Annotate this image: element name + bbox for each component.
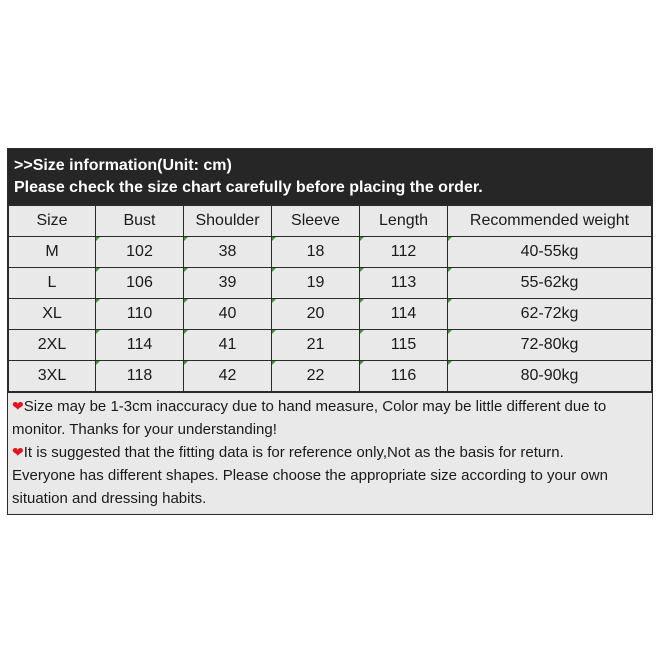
size-table bbox=[8, 205, 652, 392]
bust-cell: 118 bbox=[96, 361, 184, 392]
size-cell: M bbox=[9, 237, 96, 268]
weight-cell: 72-80kg bbox=[448, 330, 652, 361]
heart-icon: ❤ bbox=[12, 444, 24, 460]
sleeve-cell: 21 bbox=[272, 330, 360, 361]
bust-cell: 106 bbox=[96, 268, 184, 299]
length-cell: 112 bbox=[360, 237, 448, 268]
note-shapes: Everyone has different shapes. Please choose the appropriate size according to your own situation and dressing habits. bbox=[12, 467, 608, 507]
column-header-size: Size bbox=[9, 206, 96, 237]
weight-cell: 55-62kg bbox=[448, 268, 652, 299]
size-chart-header bbox=[8, 149, 652, 205]
note-reference-text: It is suggested that the fitting data is for reference only,Not as the basis for return. bbox=[23, 444, 564, 461]
length-cell: 115 bbox=[360, 330, 448, 361]
table-header-row bbox=[9, 206, 652, 237]
column-header-recommended-weight: Recommended weight bbox=[448, 206, 652, 237]
weight-cell: 62-72kg bbox=[448, 299, 652, 330]
length-cell: 116 bbox=[360, 361, 448, 392]
bust-cell: 110 bbox=[96, 299, 184, 330]
shoulder-cell: 40 bbox=[184, 299, 272, 330]
table-row bbox=[9, 361, 652, 392]
length-cell: 114 bbox=[360, 299, 448, 330]
length-cell: 113 bbox=[360, 268, 448, 299]
note-accuracy-text: Size may be 1-3cm inaccuracy due to hand measure, Color may be little different due to monitor. Thanks for your understanding! bbox=[12, 398, 607, 438]
sleeve-cell: 18 bbox=[272, 237, 360, 268]
column-header-sleeve: Sleeve bbox=[272, 206, 360, 237]
shoulder-cell: 42 bbox=[184, 361, 272, 392]
column-header-shoulder: Shoulder bbox=[184, 206, 272, 237]
table-row bbox=[9, 237, 652, 268]
size-chart bbox=[7, 148, 653, 515]
bust-cell: 102 bbox=[96, 237, 184, 268]
size-cell: L bbox=[9, 268, 96, 299]
shoulder-cell: 41 bbox=[184, 330, 272, 361]
shoulder-cell: 38 bbox=[184, 237, 272, 268]
note-reference bbox=[12, 441, 648, 464]
header-instruction: Please check the size chart carefully before placing the order. bbox=[14, 179, 483, 196]
heart-icon: ❤ bbox=[12, 398, 24, 414]
size-cell: 3XL bbox=[9, 361, 96, 392]
shoulder-cell: 39 bbox=[184, 268, 272, 299]
column-header-bust: Bust bbox=[96, 206, 184, 237]
table-row bbox=[9, 268, 652, 299]
size-cell: XL bbox=[9, 299, 96, 330]
sleeve-cell: 22 bbox=[272, 361, 360, 392]
table-row bbox=[9, 330, 652, 361]
table-row bbox=[9, 299, 652, 330]
bust-cell: 114 bbox=[96, 330, 184, 361]
size-cell: 2XL bbox=[9, 330, 96, 361]
weight-cell: 40-55kg bbox=[448, 237, 652, 268]
note-accuracy bbox=[12, 395, 648, 441]
sleeve-cell: 19 bbox=[272, 268, 360, 299]
weight-cell: 80-90kg bbox=[448, 361, 652, 392]
sleeve-cell: 20 bbox=[272, 299, 360, 330]
size-notes bbox=[8, 392, 652, 514]
header-title: >>Size information(Unit: cm) bbox=[14, 157, 232, 174]
column-header-length: Length bbox=[360, 206, 448, 237]
